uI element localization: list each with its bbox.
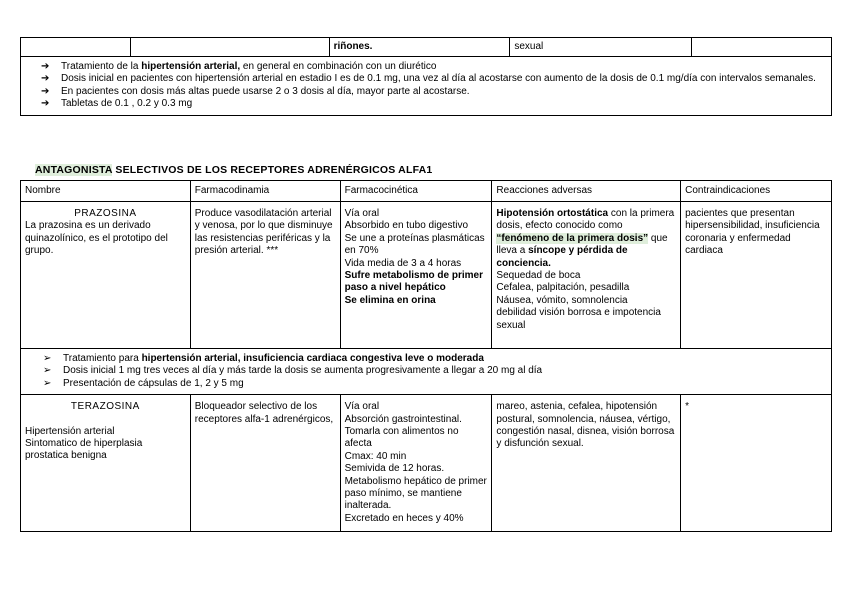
list-item: ➢ Presentación de cápsulas de 1, 2 y 5 mg <box>43 377 244 389</box>
list-item: ➔ Tratamiento de la hipertensión arterial, en general en combinación con un diurético <box>41 61 437 72</box>
terazosina-contra: * <box>681 395 832 532</box>
table-row <box>21 395 832 532</box>
prazosina-adverse: Hipotensión ortostática con la primera dosis, efecto conocido como “fenómeno de la primera dosis” que lleva a síncope y pérdida de conciencia. Sequedad de boca Cefalea, palpitación, pesadilla Náusea, vómito, somnolencia debilidad visión borrosa e impotencia sexual <box>492 202 681 349</box>
terazosina-adverse: mareo, astenia, cefalea, hipotensión postural, somnolencia, náusea, vértigo, congestión nasal, disnea, visión borrosa y disfunción sexual. <box>492 395 681 532</box>
arrow-icon: ➔ <box>41 73 50 85</box>
drug-name: PRAZOSINA <box>74 208 137 219</box>
header-farmacocinetica: Farmacocinética <box>340 181 492 202</box>
header-row <box>21 181 832 202</box>
prazosina-pd: Produce vasodilatación arterial y venosa, por lo que disminuye las resistencias periféricas y la presión arterial. *** <box>190 202 340 349</box>
chevron-icon: ➢ <box>43 353 52 364</box>
top-notes <box>21 57 832 116</box>
chevron-icon: ➢ <box>43 365 52 377</box>
top-cell-3: riñones. <box>329 38 510 57</box>
table-row <box>21 202 832 349</box>
terazosina-pk: Vía oral Absorción gastrointestinal. Tomarla con alimentos no afecta Cmax: 40 min Semivida de 12 horas. Metabolismo hepático de primer paso mínimo, se mantiene inalterada. Excretado en heces y 40% <box>340 395 492 532</box>
top-table <box>20 37 832 116</box>
drug-table <box>20 180 832 532</box>
arrow-icon: ➔ <box>41 85 50 97</box>
list-item: ➢ Tratamiento para hipertensión arterial, insuficiencia cardiaca congestiva leve o moderada <box>43 353 484 364</box>
header-contraindicaciones: Contraindicaciones <box>681 181 832 202</box>
header-nombre: Nombre <box>21 181 191 202</box>
prazosina-contra: pacientes que presentan hipersensibilidad, insuficiencia coronaria y enfermedad cardiaca <box>681 202 832 349</box>
drug-description: La prazosina es un derivado quinazolínico, es el prototipo del grupo. <box>25 220 168 257</box>
terazosina-pd: Bloqueador selectivo de los receptores alfa-1 adrenérgicos, <box>190 395 340 532</box>
terazosina-name-cell: TERAZOSINA Hipertensión arterial Sintomatico de hiperplasia prostatica benigna <box>21 395 191 532</box>
chevron-icon: ➢ <box>43 377 52 389</box>
list-item: ➔ Tabletas de 0.1 , 0.2 y 0.3 mg <box>41 98 193 110</box>
prazosina-pk: Vía oral Absorbido en tubo digestivo Se une a proteínas plasmáticas en 70% Vida media de 3 a 4 horas Sufre metabolismo de primer paso a nivel hepático Se elimina en orina <box>340 202 492 349</box>
arrow-icon: ➔ <box>41 61 50 72</box>
top-row <box>21 38 832 57</box>
section-title: ANTAGONISTA SELECTIVOS DE LOS RECEPTORES ADRENÉRGICOS ALFA1 <box>35 164 433 176</box>
header-farmacodinamia: Farmacodinamia <box>190 181 340 202</box>
header-reacciones: Reacciones adversas <box>492 181 681 202</box>
list-item: ➔ En pacientes con dosis más altas puede usarse 2 o 3 dosis al día, mayor parte al acostarse. <box>41 85 470 97</box>
mid-notes <box>21 349 832 395</box>
list-item: ➢ Dosis inicial 1 mg tres veces al día y más tarde la dosis se aumenta progresivamente a llegar a 20 mg al día <box>43 365 543 377</box>
table-row <box>21 349 832 395</box>
top-cell-1 <box>21 38 131 57</box>
prazosina-name-cell <box>21 202 191 349</box>
top-cell-4: sexual <box>510 38 692 57</box>
drug-name: TERAZOSINA <box>70 401 140 413</box>
top-cell-5 <box>692 38 832 57</box>
arrow-icon: ➔ <box>41 98 50 110</box>
top-cell-2 <box>130 38 329 57</box>
list-item: ➔ Dosis inicial en pacientes con hipertensión arterial en estadio I es de 0.1 mg, una vez al día al acostarse con aumento de la dosis de 0.1 mg/día con intervalos semanales. <box>41 73 816 85</box>
